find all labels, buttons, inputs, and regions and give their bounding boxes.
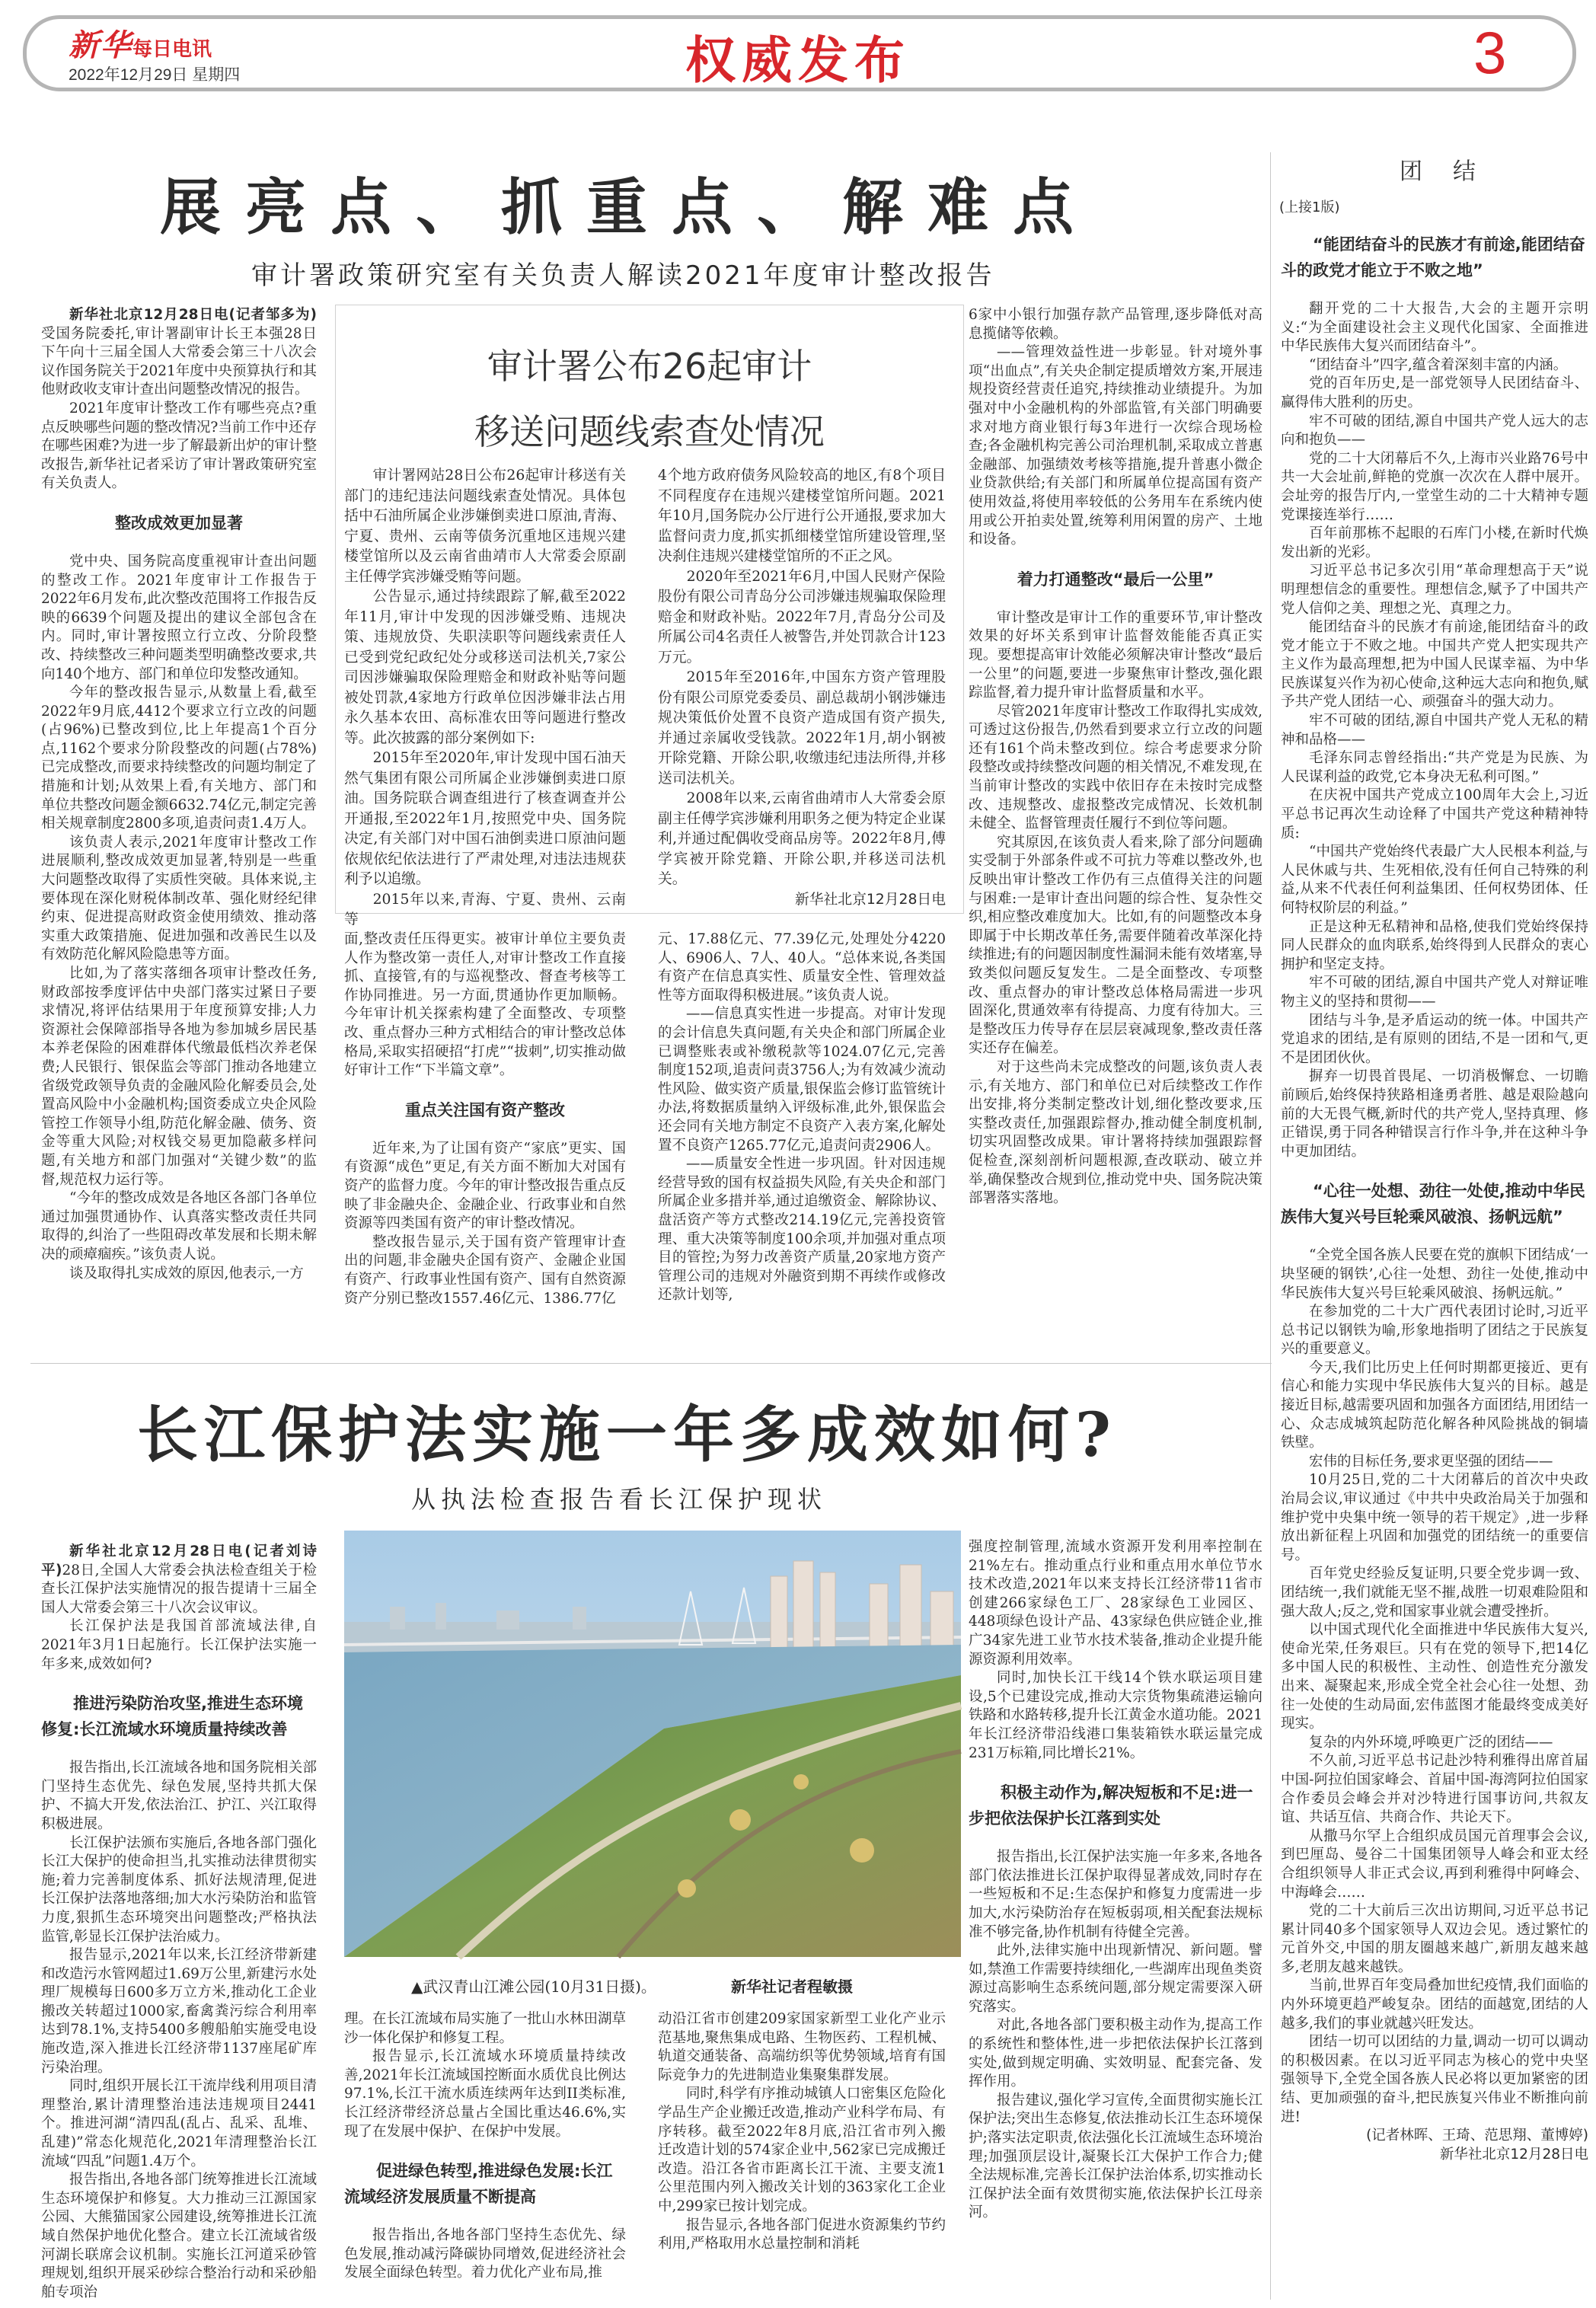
lead-paragraph	[41, 306, 317, 400]
paragraph: “今年的整改成效是各地区各部门各单位通过加强贯通协作、认真落实整改责任共同取得的,纠治了一些阻碍改革发展和长期未解决的顽瘴痼疾。”该负责人说。	[41, 1190, 317, 1263]
paragraph: 党的二十大前后三次出访期间,习近平总书记累计同40多个国家领导人双边会见。透过繁忙的元首外交,中国的朋友圈越来越广,新朋友越来越多,老朋友越来越铁。	[1281, 1903, 1588, 1975]
lead-paragraph	[41, 1543, 317, 1617]
byline: 新华社北京12月28日电	[1439, 2146, 1588, 2163]
article1-column-2	[344, 931, 626, 1349]
column-divider	[1270, 152, 1271, 2300]
section-divider	[30, 1363, 1272, 1364]
paragraph: 报告建议,强化学习宣传,全面贯彻实施长江保护法;突出生态修复,依法推动长江生态环境保护;落实法定职责,依法强化长江流域生态环境治理;加强顶层设计,凝聚长江大保护工作合力;健全法规标准,完善长江保护法治体系,切实推动长江保护法全面有效贯彻实施,依法保护长江母亲河。	[969, 2092, 1262, 2221]
article1-column-4	[969, 306, 1262, 1349]
box-column-left	[344, 466, 626, 927]
paragraph: 牢不可破的团结,源自中国共产党人无私的精神和品格——	[1281, 713, 1588, 748]
paragraph: 报告指出,长江流域各地和国务院相关部门坚持生态优先、绿色发展,坚持共抓大保护、不搞大开发,依法治江、护江、兴江取得积极进展。	[41, 1760, 317, 1832]
paragraph: 党中央、国务院高度重视审计查出问题的整改工作。2021年度审计工作报告于2022年6月发布,此次整改范围将工作报告反映的6639个问题及提出的建议全部包含在内。同时,审计署按照立行立改、分阶段整改、持续整改三种问题类型明确整改要求,共向140个地方、部门和单位印发整改通知。	[41, 553, 317, 682]
paragraph: 面,整改责任压得更实。被审计单位主要负责人作为整改第一责任人,对审计整改工作直接抓、直接管,有的与巡视整改、督查考核等工作协同推进。另一方面,贯通协作更加顺畅。今年审计机关探索构建了全面整改、专项整改、重点督办三种方式相结合的审计整改总体格局,采取实招硬招“打虎”“拔刺”,切实推动做好审计工作“下半篇文章”。	[344, 931, 627, 1079]
dateline: 新华社北京12月28日电(记者刘诗平)	[41, 1543, 317, 1579]
paragraph: 究其原因,在该负责人看来,除了部分问题确实受制于外部条件或不可抗力等难以整改外,也反映出审计整改工作仍有三点值得关注的问题与困难:一是审计查出问题的综合性、复杂性交织,相应整改难度加大。比如,有的问题整改本身即属于中长期改革任务,需要伴随着改革深化持续推进;有的问题因制度性漏洞未能有效堵塞,导致类似问题反复发生。二是全面整改、专项整改、重点督办的审计整改总体格局需进一步巩固深化,贯通效率有待提高、力度有待加大。三是整改压力传导存在层层衰减现象,整改责任落实还存在偏差。	[969, 834, 1262, 1057]
paragraph: 百年前那栋不起眼的石库门小楼,在新时代焕发出新的光彩。	[1281, 525, 1588, 560]
section-heading: 积极主动作为,解决短板和不足:进一步把依法保护长江落到实处	[969, 1783, 1253, 1828]
article2-headline: 长江保护法实施一年多成效如何?	[137, 1399, 1117, 1470]
box-title-line-1: 审计署公布26起审计	[487, 346, 812, 387]
paragraph: 对此,各地各部门要积极主动作为,提高工作的系统性和整体性,进一步把依法保护长江落到实处,做到规定明确、实效明显、配套完备、发挥作用。	[969, 2017, 1262, 2090]
byline: (记者林晖、王琦、范思翔、董博婷)	[1366, 2128, 1588, 2144]
photo-credit: 新华社记者程敏摄	[731, 1978, 853, 1996]
box-column-right	[658, 466, 946, 906]
paragraph: 团结一切可以团结的力量,调动一切可以调动的积极因素。在以习近平同志为核心的党中央坚强领导下,全党全国各族人民必将以更加紧密的团结、更加顽强的奋斗,把民族复兴伟业不断推向前进!	[1281, 2034, 1588, 2125]
byline: 新华社北京12月28日电	[794, 891, 946, 908]
paragraph: 该负责人表示,2021年度审计整改工作进展顺利,整改成效更加显著,特别是一些重大问题整改取得了实质性突破。具体来说,主要体现在深化财税体制改革、强化财经纪律约束、促进提高财政资金使用绩效、推动落实重大政策措施、促进加强和改善民生以及有效防范化解风险隐患等方面。	[41, 834, 317, 963]
paragraph: 报告显示,2021年以来,长江经济带新建和改造污水管网超过1.69万公里,新建污水处理厂规模每日600多万立方米,推动化工企业搬改关转超过1000家,畜禽粪污综合利用率达到78.1%,支持5400多艘船舶实施受电设施改造,深入推进长江经济带1137座尾矿库污染治理。	[41, 1947, 317, 2076]
paragraph: 报告显示,各地各部门促进水资源集约节约利用,严格取用水总量控制和消耗	[658, 2217, 946, 2252]
article2-column-2	[344, 2010, 626, 2298]
paragraph: 此外,法律实施中出现新情况、新问题。譬如,禁渔工作需要持续细化,一些湖库出现鱼类资源过高影响生态系统问题,部分规定需要深入研究落实。	[969, 1942, 1262, 2015]
paragraph: 2020年至2021年6月,中国人民财产保险股份有限公司青岛分公司涉嫌违规骗取保险理赔金和财政补贴。2022年7月,青岛分公司及所属公司4名责任人被警告,并处罚款合计123万元。	[658, 568, 946, 666]
paragraph: 强度控制管理,流域水资源开发利用率控制在21%左右。推动重点行业和重点用水单位节水技术改造,2021年以来支持长江经济带11省市创建266家绿色工厂、28家绿色工业园区、448项绿色设计产品、43家绿色供应链企业,推广34家先进工业节水技术装备,推动企业提升能源资源利用效率。	[969, 1539, 1262, 1668]
paragraph: 以中国式现代化全面推进中华民族伟大复兴,使命光荣,任务艰巨。只有在党的领导下,把14亿多中国人民的积极性、主动性、创造性充分激发出来、凝聚起来,形成全党全社会心往一处想、劲往一处使的生动局面,宏伟蓝图才能最终变成美好现实。	[1281, 1622, 1588, 1732]
paragraph: ——质量安全性进一步巩固。针对因违规经营导致的国有权益损失风险,有关央企和部门所属企业多措并举,通过追缴资金、解除协议、盘活资产等方式整改214.19亿元,完善投资管理、重大决策等制度100余项,并加强对重点项目的管控;为努力改善资产质量,20家地方资产管理公司的违规对外融资到期不再续作或修改还款计划等,	[658, 1156, 946, 1304]
paragraph: 同时,组织开展长江干流岸线利用项目清理整治,累计清理整治违法违规项目2441个。推进河湖“清四乱(乱占、乱采、乱堆、乱建)”常态化规范化,2021年清理整治长江流域“四乱”问题1.4万个。	[41, 2078, 317, 2169]
paragraph: 2015年至2020年,审计发现中国石油天然气集团有限公司所属企业涉嫌倒卖进口原油。国务院联合调查组进行了核查调查并公开通报,至2022年1月,按照党中央、国务院决定,有关部门对中国石油倒卖进口原油问题依规依纪依法进行了严肃处理,对违法违规获利予以追缴。	[344, 750, 626, 887]
paragraph: 翻开党的二十大报告,大会的主题开宗明义:“为全面建设社会主义现代化国家、全面推进中华民族伟大复兴而团结奋斗”。	[1281, 301, 1588, 355]
article1-subheadline: 审计署政策研究室有关负责人解读2021年度审计整改报告	[251, 260, 995, 291]
section-heading: “心往一处想、劲往一处使,推动中华民族伟大复兴号巨轮乘风破浪、扬帆远航”	[1281, 1182, 1585, 1227]
paragraph: 今年的整改报告显示,从数量上看,截至2022年9月底,4412个要求立行立改的问题(占96%)已整改到位,比上年提高1个百分点,1162个要求分阶段整改的问题(占78%)已完成整改,而要求持续整改的问题均制定了措施和计划;从效果上看,有关地方、部门和单位共整改问题金额6632.74亿元,制定完善相关规章制度2800多项,追责问责1.4万人。	[41, 685, 317, 832]
paragraph: 2021年度审计整改工作有哪些亮点?重点反映哪些问题的整改情况?当前工作中还存在哪些困难?为进一步了解最新出炉的审计整改报告,新华社记者采访了审计署政策研究室有关负责人。	[41, 400, 317, 492]
box-title	[335, 334, 964, 464]
paragraph: 报告指出,长江保护法实施一年多来,各地各部门依法推进长江保护取得显著成效,同时存在一些短板和不足:生态保护和修复力度需进一步加大,水污染防治存在短板弱项,相关配套法规标准不够完备,协作机制有待健全完善。	[969, 1849, 1262, 1940]
paragraph: 报告指出,各地各部门统筹推进长江流域生态环境保护和修复。大力推动三江源国家公园、大熊猫国家公园建设,统筹推进长江流域自然保护地优化整合。建立长江流域省级河湖长联席会议机制。实施长江河道采砂管理规划,组织开展采砂综合整治行动和采砂船舶专项治	[41, 2172, 317, 2300]
paragraph: 党的二十大闭幕后不久,上海市兴业路76号中共一大会址前,鲜艳的党旗一次次在人群中展开。会址旁的报告厅内,一堂堂生动的二十大精神专题党课接连举行……	[1281, 450, 1588, 523]
paragraph: 谈及取得扎实成效的原因,他表示,一方	[69, 1265, 304, 1282]
paragraph: 从撒马尔罕上合组织成员国元首理事会会议,到巴厘岛、曼谷二十国集团领导人峰会和亚太经合组织领导人非正式会议,再到利雅得中阿峰会、中海峰会……	[1281, 1828, 1588, 1901]
section-heading: “能团结奋斗的民族才有前途,能团结奋斗的政党才能立于不败之地”	[1281, 235, 1585, 279]
paragraph: 2015年至2016年,中国东方资产管理股份有限公司原党委委员、副总裁胡小钢涉嫌违规决策低价处置不良资产造成国有资产损失,并通过亲属收受钱款。2022年1月,胡小钢被开除党籍、开除公职,收缴违纪违法所得,并移送司法机关。	[658, 669, 946, 787]
paragraph: 宏伟的目标任务,要求更坚强的团结——	[1309, 1453, 1553, 1470]
paragraph: 能团结奋斗的民族才有前途,能团结奋斗的政党才能立于不败之地。中国共产党人把实现共产主义作为最高理想,把为中国人民谋幸福、为中华民族谋复兴作为初心使命,这种远大志向和抱负,赋予共产党人团结一心、顽强奋斗的强大动力。	[1281, 619, 1588, 710]
photo-caption: ▲武汉青山江滩公园(10月31日摄)。	[411, 1978, 656, 1996]
paragraph: 同时,加快长江干线14个铁水联运项目建设,5个已建设完成,推动大宗货物集疏港运输向铁路和水路转移,提升长江黄金水道功能。2021年长江经济带沿线港口集装箱铁水联运量完成231万标箱,同比增长21%。	[969, 1670, 1262, 1761]
paragraph: 不久前,习近平总书记赴沙特利雅得出席首届中国-阿拉伯国家峰会、首届中国-海湾阿拉伯国家合作委员会峰会并对沙特进行国事访问,共叙友谊、共话互信、共商合作、共论天下。	[1281, 1753, 1588, 1826]
paragraph: 审计整改是审计工作的重要环节,审计整改效果的好坏关系到审计监督效能能否真正实现。要想提高审计效能必须解决审计整改“最后一公里”的问题,要进一步聚焦审计整改,强化跟踪监督,着力提升审计监督质量和水平。	[969, 609, 1262, 701]
paragraph: 毛泽东同志曾经指出:“共产党是为民族、为人民谋利益的政党,它本身决无私利可图。”	[1281, 750, 1588, 785]
publication-date: 2022年12月29日 星期四	[69, 66, 241, 84]
paragraph: 正是这种无私精神和品格,使我们党始终保持同人民群众的血肉联系,始终得到人民群众的衷心拥护和坚定支持。	[1281, 918, 1588, 972]
paragraph: 对于这些尚未完成整改的问题,该负责人表示,有关地方、部门和单位已对后续整改工作作出安排,将分类制定整改计划,细化整改要求,压实整改责任,加强跟踪督办,推动健全制度机制,切实巩固整改成果。审计署将持续加强跟踪督促检查,深刻剖析问题根源,查改联动、破立并举,确保整改合规到位,推动党中央、国务院决策部署落实落地。	[969, 1058, 1262, 1207]
section-heading: 整改成效更加显著	[115, 513, 243, 532]
dateline: 新华社北京12月28日电(记者邹多为)	[69, 307, 317, 323]
article1-column-3	[658, 931, 946, 1349]
paragraph: 摒弃一切畏首畏尾、一切消极懈怠、一切瞻前顾后,始终保持狭路相逢勇者胜、越是艰险越向前的大无畏气概,新时代的共产党人,坚持真理、修正错误,勇于同各种错误言行作斗争,并在这种斗争中更加团结。	[1281, 1068, 1588, 1160]
paragraph: 今天,我们比历史上任何时期都更接近、更有信心和能力实现中华民族伟大复兴的目标。越是接近目标,越需要巩固和加强各方面团结,用团结一心、众志成城筑起防范化解各种风险挑战的铜墙铁壁。	[1281, 1359, 1588, 1451]
section-title: 权威发布	[685, 30, 911, 90]
article2-column-4	[969, 1538, 1262, 2298]
paragraph: 6家中小银行加强存款产品管理,逐步降低对高息揽储等依赖。	[969, 307, 1262, 342]
paragraph: “团结奋斗”四字,蕴含着深刻丰富的内涵。	[1309, 356, 1568, 373]
paragraph: 习近平总书记多次引用“革命理想高于天”说明理想信念的重要性。理想信念,赋予了中国共产党人信仰之美、理想之光、真理之力。	[1281, 563, 1588, 617]
paragraph: 长江保护法颁布实施后,各地各部门强化长江大保护的使命担当,扎实推动法律贯彻实施;着力完善制度体系、抓好法规清理,促进长江保护法落地落细;加大水污染防治和监管力度,狠抓生态环境突出问题整改;严格执法监管,彰显长江保护法治威力。	[41, 1834, 317, 1945]
continued-from-page-1: (上接1版)	[1279, 200, 1340, 215]
paragraph: 整改报告显示,关于国有资产管理审计查出的问题,非金融央企国有资产、金融企业国有资产、行政事业性国有资产、国有自然资源资产分别已整改1557.46亿元、1386.77亿	[344, 1234, 627, 1307]
section-heading: 推进污染防治攻坚,推进生态环境修复:长江流域水环境质量持续改善	[41, 1694, 303, 1739]
paragraph: 同时,科学有序推动城镇人口密集区危险化学品生产企业搬迁改造,推动产业科学布局、有序转移。截至2022年8月底,沿江省市列入搬迁改造计划的574家企业中,562家已完成搬迁改造。沿江各省市距离长江干流、主要支流1公里范围内列入搬改关计划的363家化工企业中,299家已按计划完成。	[658, 2086, 946, 2214]
paragraph: 在庆祝中国共产党成立100周年大会上,习近平总书记再次生动诠释了中国共产党这种精神特质:	[1281, 787, 1588, 841]
paragraph: 2008年以来,云南省曲靖市人大常委会原副主任傅学宾涉嫌利用职务之便为特定企业谋利,并通过配偶收受商品房等。2022年8月,傅学宾被开除党籍、开除公职,并移送司法机关。	[658, 790, 946, 887]
paragraph: 报告显示,长江流域水环境质量持续改善,2021年长江流域国控断面水质优良比例达97.1%,长江干流水质连续两年达到II类标准,长江经济带经济总量占全国比重达46.6%,实现了在发展中保护、在保护中发展。	[344, 2048, 626, 2140]
paragraph: 长江保护法是我国首部流域法律,自2021年3月1日起施行。长江保护法实施一年多来,成效如何?	[41, 1618, 317, 1672]
article1-headline: 展亮点、抓重点、解难点	[160, 171, 1098, 243]
paragraph: 团结与斗争,是矛盾运动的统一体。中国共产党追求的团结,是有原则的团结,不是一团和气,更不是团团伙伙。	[1281, 1012, 1588, 1066]
paragraph: 报告指出,各地各部门坚持生态优先、绿色发展,推动减污降碳协同增效,促进经济社会发展全面绿色转型。着力优化产业布局,推	[344, 2227, 626, 2281]
section-heading: 着力打通整改“最后一公里”	[1017, 570, 1215, 589]
logo-text: 新华	[69, 27, 132, 63]
paragraph: 审计署网站28日公布26起审计移送有关部门的违纪违法问题线索查处情况。具体包括中石油所属企业涉嫌倒卖进口原油,青海、宁夏、贵州、云南等债务沉重地区违规兴建楼堂馆所以及云南省曲靖市人大常委会原副主任傅学宾涉嫌受贿等问题。	[344, 468, 626, 585]
paragraph: 牢不可破的团结,源自中国共产党人对辩证唯物主义的坚持和贯彻——	[1281, 975, 1588, 1010]
paragraph: 10月25日,党的二十大闭幕后的首次中央政治局会议,审议通过《中共中央政治局关于加强和维护党中央集中统一领导的若干规定》,进一步释放出新征程上巩固和加强党的团结统一的重要信号。	[1281, 1472, 1588, 1563]
lead-text: 受国务院委托,审计署副审计长王本强28日下午向十三届全国人大常委会第三十八次会议作国务院关于2021年度中央预算执行和其他财政收支审计查出问题整改情况的报告。	[41, 325, 317, 398]
article2-subheadline: 从执法检查报告看长江保护现状	[411, 1485, 828, 1514]
paragraph: 理。在长江流域布局实施了一批山水林田湖草沙一体化保护和修复工程。	[344, 2011, 627, 2046]
section-heading: 重点关注国有资产整改	[405, 1100, 565, 1119]
paragraph: ——管理效益性进一步彰显。针对境外事项“出血点”,有关央企制定提质增效方案,开展违规投资经营责任追究,持续推动业绩提升。为加强对中小金融机构的外部监管,有关部门明确要求对地方商业银行每3年进行一次综合现场检查;各金融机构完善公司治理机制,采取成立普惠金融部、加强绩效考核等措施,提升普惠小微企业贷款供给;有关部门和所属单位提高国有资产使用效益,将使用率较低的公务用车在系统内使用或公开拍卖处置,统筹利用闲置的房产、土地和设备。	[969, 344, 1262, 548]
paragraph: 百年党史经验反复证明,只要全党步调一致、团结统一,我们就能无坚不摧,战胜一切艰难险阻和强大敌人;反之,党和国家事业就会遭受挫折。	[1281, 1566, 1588, 1620]
paragraph: 近年来,为了让国有资产“家底”更实、国有资源“成色”更足,有关方面不断加大对国有资产的监督力度。今年的审计整改报告重点反映了非金融央企、金融企业、行政事业和自然资源等四类国有资产的审计整改情况。	[344, 1140, 627, 1232]
paragraph: 牢不可破的团结,源自中国共产党人远大的志向和抱负——	[1281, 413, 1588, 449]
paragraph: 动沿江省市创建209家国家新型工业化产业示范基地,聚焦集成电路、生物医药、工程机械、轨道交通装备、高端纺织等优势领域,培育有国际竞争力的先进制造业集聚集群发展。	[658, 2011, 946, 2083]
news-photo-wuhan-riverside-park	[344, 1531, 961, 1957]
article2-column-3	[658, 2010, 946, 2298]
paragraph: 党的百年历史,是一部党领导人民团结奋斗、赢得伟大胜利的历史。	[1281, 375, 1588, 410]
paragraph: 元、17.88亿元、77.39亿元,处理处分4220人、6906人、7人、40人。“总体来说,各类国有资产在信息真实性、质量安全性、管理效益性等方面取得积极进展。”该负责人说。	[658, 931, 946, 1004]
paragraph: 复杂的内外环境,呼唤更广泛的团结——	[1309, 1734, 1553, 1751]
article1-column-1	[41, 306, 317, 1349]
paragraph: “中国共产党始终代表最广大人民根本利益,与人民休戚与共、生死相依,没有任何自己特殊的利益,从来不代表任何利益集团、任何权势团体、任何特权阶层的利益。”	[1281, 844, 1588, 916]
paragraph: 2015年以来,青海、宁夏、贵州、云南等	[344, 891, 626, 927]
article3-title: 团结	[1400, 158, 1506, 185]
paragraph: ——信息真实性进一步提高。对审计发现的会计信息失真问题,有关央企和部门所属企业已调整账表或补缴税款等1024.07亿元,完善制度152项,追责问责3756人;为有效减少流动性风险、做实资产质量,银保监会修订监管统计办法,将数据质量纳入评级标准,此外,银保监会还会同有关地方制定不良资产入表方案,化解处置不良资产1265.77亿元,追责问责2906人。	[658, 1006, 946, 1154]
paragraph: 公告显示,通过持续跟踪了解,截至2022年11月,审计中发现的因涉嫌受贿、违规决策、违规放贷、失职渎职等问题线索责任人已受到党纪政纪处分或移送司法机关,7家公司因涉嫌骗取保险理赔金和财政补贴等问题被处罚款,4家地方行政单位因涉嫌非法占用永久基本农田、高标准农田等问题进行整改等。此次披露的部分案例如下:	[344, 589, 626, 746]
paragraph: 比如,为了落实落细各项审计整改任务,财政部按季度评估中央部门落实过紧日子要求情况,将评估结果用于年度预算安排;人力资源社会保障部指导各地为参加城乡居民基本养老保险的困难群体代缴最低档次养老保费;人民银行、银保监会等部门推动各地建立省级党政领导负责的金融风险化解委员会,处置高风险中小金融机构;国资委成立央企风险管控工作领导小组,防范化解金融、债务、资金等重大风险;对权钱交易更加隐蔽多样问题,有关地方和部门加强对“关键少数”的监督,规范权力运行等。	[41, 966, 317, 1188]
paragraph: 当前,世界百年变局叠加世纪疫情,我们面临的内外环境更趋严峻复杂。团结的面越宽,团结的人越多,我们的事业就越兴旺发达。	[1281, 1978, 1588, 2032]
paragraph: 尽管2021年度审计整改工作取得扎实成效,可透过这份报告,仍然看到要求立行立改的问题还有161个尚未整改到位。综合考虑要求分阶段整改或持续整改问题的相关情况,不难发现,在当前审计整改的实践中依旧存在未按时完成整改、违规整改、虚报整改完成情况、长效机制未健全、监督管理责任履行不到位等问题。	[969, 703, 1262, 832]
box-title-line-2: 移送问题线索查处情况	[474, 411, 825, 452]
paragraph: 4个地方政府债务风险较高的地区,有8个项目不同程度存在违规兴建楼堂馆所问题。2021年10月,国务院办公厅进行公开通报,要求加大监督问责力度,抓实抓细楼堂馆所建设管理,坚决刹住违规兴建楼堂馆所的不正之风。	[658, 468, 946, 564]
logo-subtext: 每日电讯	[132, 38, 212, 61]
lead-text: 28日,全国人大常委会执法检查组关于检查长江保护法实施情况的报告提请十三届全国人大常委会第三十八次会议审议。	[41, 1562, 317, 1616]
paragraph: 在参加党的二十大广西代表团讨论时,习近平总书记以钢铁为喻,形象地指明了团结之于民族复兴的重要意义。	[1281, 1304, 1588, 1358]
article3-column	[1281, 215, 1588, 2301]
paragraph: “全党全国各族人民要在党的旗帜下团结成‘一块坚硬的钢铁’,心往一处想、劲往一处使,推动中华民族伟大复兴号巨轮乘风破浪、扬帆远航。”	[1281, 1247, 1588, 1301]
article2-column-1	[41, 1543, 317, 2300]
page-number: 3	[1473, 19, 1507, 86]
section-heading: 促进绿色转型,推进绿色发展:长江流域经济发展质量不断提高	[344, 2162, 613, 2207]
